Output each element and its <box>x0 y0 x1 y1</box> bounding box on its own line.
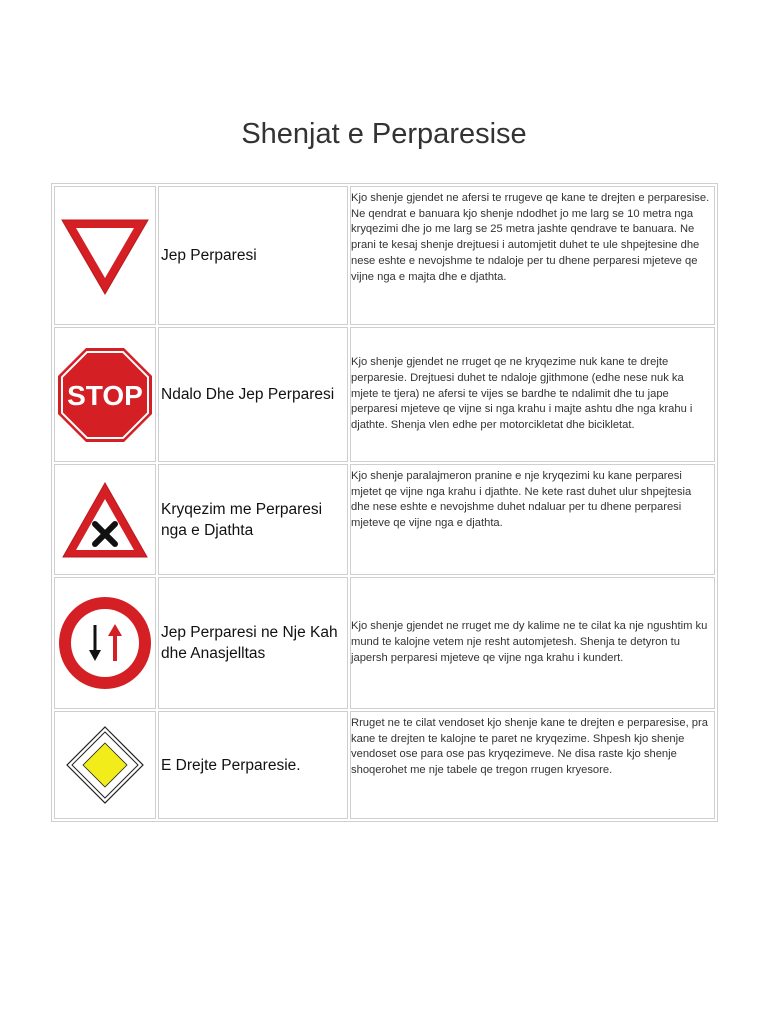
sign-image-cell <box>54 327 156 462</box>
sign-image-cell <box>54 186 156 325</box>
table-row <box>54 327 715 462</box>
sign-name: Ndalo Dhe Jep Perparesi <box>158 327 348 462</box>
signs-table <box>51 183 718 822</box>
sign-description: Kjo shenje gjendet ne rruget me dy kalime ne te cilat ka nje ngushtim ku mund te kalojne vetem nje resht automjetesh. Shenja te detyron tu japersh perparesi mjeteve qe vijne nga krahu i kundert. <box>350 577 715 709</box>
yield-sign-icon <box>58 214 152 298</box>
sign-image-cell <box>54 711 156 819</box>
sign-name: E Drejte Perparesie. <box>158 711 348 819</box>
sign-name: Kryqezim me Perparesi nga e Djathta <box>158 464 348 575</box>
page-title: Shenjat e Perparesise <box>241 118 527 150</box>
priority-right-crossroad-icon <box>59 479 151 561</box>
table-row <box>54 711 715 819</box>
sign-image-cell <box>54 464 156 575</box>
sign-description: Rruget ne te cilat vendoset kjo shenje kane te drejten e perparesise, pra kane te drejten te kalojne te paret ne kryqezime. Shpesh kjo shenje vendoset ose para ose pas kryqezimeve. Ne disa raste kjo shenje shoqerohet me nje tabele qe tregon rrugen kryesore. <box>350 711 715 819</box>
sign-name: Jep Perparesi <box>158 186 348 325</box>
table-row <box>54 186 715 325</box>
sign-description: Kjo shenje gjendet ne afersi te rrugeve qe kane te drejten e perparesise. Ne qendrat e banuara kjo shenje ndodhet jo me larg se 10 metra nga kryqezimi dhe jo me larg se 25 metra jashte qendrave te banuara. Ne prani te kesaj shenje drejtuesi i automjetit duhet te ule shpejtesine dhe nese eshte e nevojshme te ndaloje per tu dhene perparesi mjeteve qe vijne nga e majta dhe e djathta. <box>350 186 715 325</box>
sign-description: Kjo shenje paralajmeron pranine e nje kryqezimi ku kane perparesi mjetet qe vijne nga krahu i djathte. Ne kete rast duhet ulur shpejtesia dhe nese eshte e nevojshme duhet ndaluar per tu dhene perparesi mjeteve qe vijne nga e djathta. <box>350 464 715 575</box>
stop-sign-icon <box>56 346 154 444</box>
table-row <box>54 464 715 575</box>
sign-image-cell <box>54 577 156 709</box>
sign-name: Jep Perparesi ne Nje Kah dhe Anasjelltas <box>158 577 348 709</box>
priority-road-icon <box>65 725 145 805</box>
stop-sign-text: STOP <box>67 379 143 411</box>
table-row <box>54 577 715 709</box>
give-way-oncoming-icon <box>57 595 153 691</box>
sign-description: Kjo shenje gjendet ne rruget qe ne kryqezime nuk kane te drejte perparesie. Drejtuesi duhet te ndaloje gjithmone (edhe nese nuk ka mjete te tjera) ne afersi te vijes se bardhe te ndalimit dhe tu jape perparesi mjeteve qe vijne si nga krahu i majte ashtu dhe nga krahu i djathte. Shenja vlen edhe per motorcikletat dhe bicikletat. <box>350 327 715 462</box>
